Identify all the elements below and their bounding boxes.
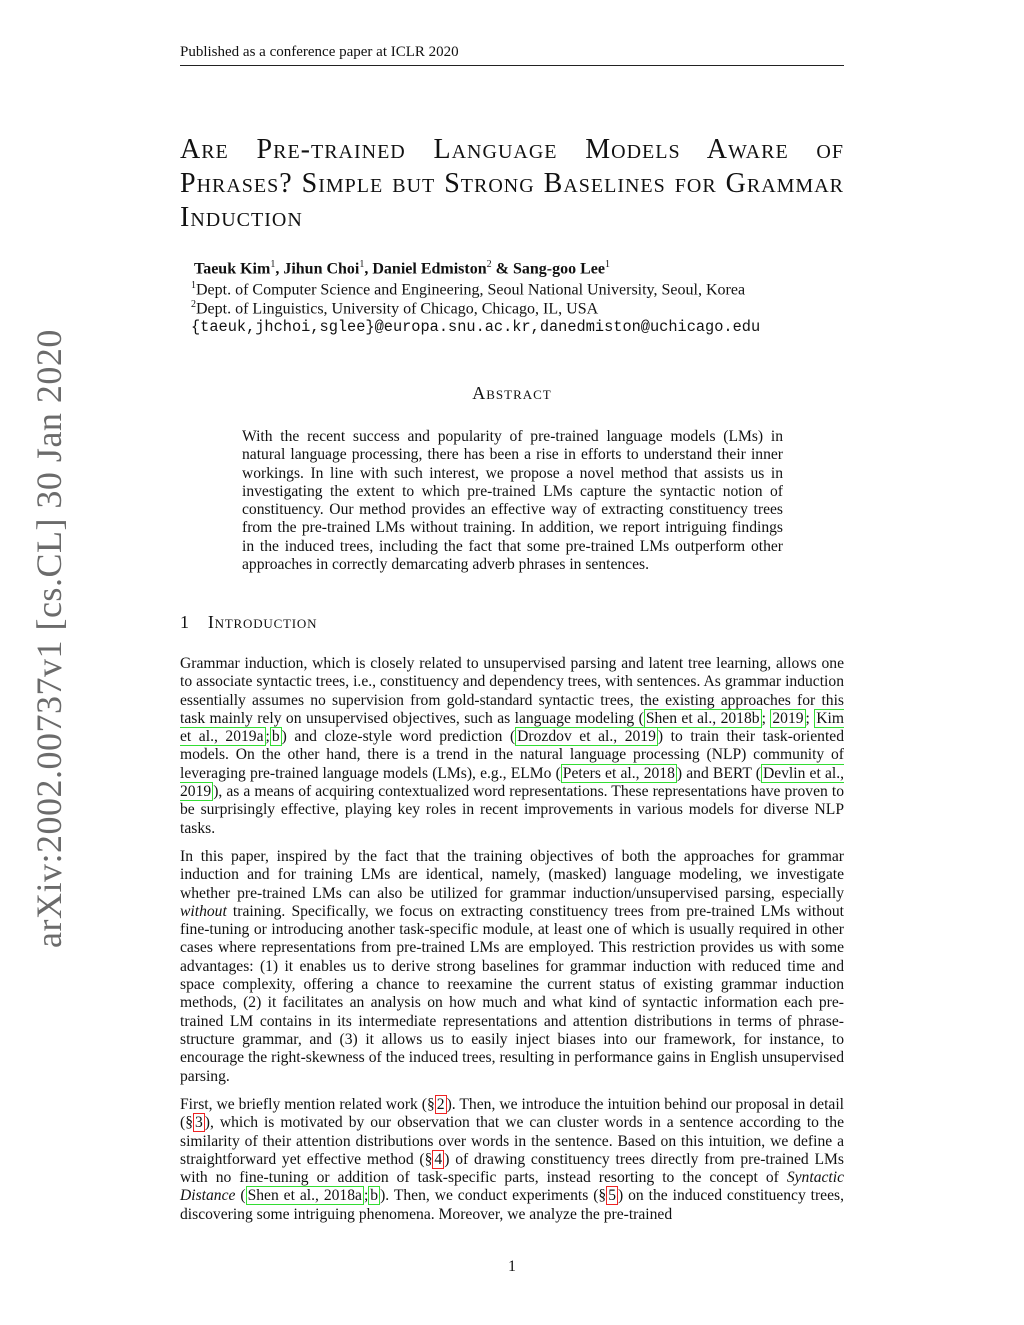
paragraph-text: ( [235, 1187, 246, 1205]
author-name: Daniel Edmiston [372, 260, 487, 278]
section-ref-link[interactable]: 3 [195, 1114, 203, 1132]
intro-paragraph-3 [180, 1096, 844, 1224]
section-number: 1 [180, 612, 190, 632]
intro-paragraph-1 [180, 655, 844, 838]
author-affil-mark: 1 [359, 259, 365, 270]
author-affil-mark: 1 [604, 259, 610, 270]
citation-link[interactable]: b [271, 728, 280, 746]
paragraph-text: ). Then, we conduct experiments (§ [380, 1187, 607, 1205]
author-affil-mark: 1 [270, 259, 276, 270]
affiliation-mark: 2 [191, 299, 196, 310]
author-list [194, 259, 610, 278]
section-ref-link[interactable]: 2 [436, 1096, 445, 1113]
author-emails: {taeuk,jhchoi,sglee}@europa.snu.ac.kr,danedmiston@uchicago.edu [191, 318, 761, 336]
arxiv-stamp: arXiv:2002.00737v1 [cs.CL] 30 Jan 2020 [29, 329, 69, 948]
section-title: Introduction [207, 612, 318, 632]
intro-paragraph-2 [180, 848, 844, 1086]
citation-link[interactable]: Drozdov et al., 2019 [517, 728, 656, 746]
paragraph-text: In this paper, inspired by the fact that the training objectives of both the approaches for grammar induction and for training LMs are identical, namely, (masked) language modeling, we investigate whether pre-trained LMs can also be utilized for grammar induction/unsupervised parsing, especially [180, 848, 844, 902]
running-head: Published as a conference paper at ICLR 2020 [180, 44, 844, 66]
paragraph-text: Grammar induction, which is closely related to unsupervised parsing and latent tree learning, allows one to associate syntactic trees, i.e., constituency and dependency trees, with sentences. As grammar induction essentially assumes no supervision from gold-standard syntactic trees, the existing approaches for this task mainly rely on unsupervised objectives, such as language modeling ( [180, 655, 844, 727]
paragraph-text: ) of drawing constituency trees directly from pre-trained LMs with no fine-tuning or addition of task-specific parts, instead resorting to the concept of [180, 1150, 844, 1187]
paragraph-text: ), as a means of acquiring contextualized word representations. These representations have proven to be surprisingly effective, playing key roles in recent improvements in various models for diverse NLP tasks. [180, 783, 844, 837]
paragraph-text: ) to train their task-oriented models. On the other hand, there is a trend in the natural language processing (NLP) community of leveraging pre-trained language models (LMs), e.g., ELMo ( [180, 728, 845, 782]
affiliation-mark: 1 [191, 280, 196, 291]
citation-link[interactable]: Shen et al., 2018b [645, 709, 760, 727]
page-number: 1 [508, 1258, 516, 1275]
paragraph-text: ; [805, 709, 815, 727]
citation-link[interactable]: Kim et al., 2019a [180, 709, 845, 746]
citation-link[interactable]: 2019 [772, 709, 804, 727]
paper-title: Are Pre-trained Language Models Aware of Phrases? Simple but Strong Baselines for Grammar Induction [180, 134, 844, 233]
paragraph-text: ) and BERT ( [676, 764, 761, 782]
author-separator: , [275, 260, 284, 278]
emphasis-text: Syntactic Distance [180, 1169, 844, 1205]
author-name: Taeuk Kim [194, 260, 271, 278]
author-affil-mark: 2 [486, 259, 492, 270]
paragraph-text: ) and cloze-style word prediction ( [281, 728, 516, 746]
author-name: Sang-goo Lee [512, 260, 605, 278]
paragraph-text: First, we briefly mention related work (§ [180, 1096, 435, 1113]
paragraph-text: ). Then, we introduce the intuition behind our proposal in detail (§ [180, 1096, 844, 1132]
section-ref-link[interactable]: 4 [434, 1150, 443, 1168]
paragraph-text: ) on the induced constituency trees, discovering some intriguing phenomena. Moreover, we analyze the pre-trained [180, 1187, 844, 1223]
paragraph-text: ), which is motivated by our observation that we can cluster words in a sentence according to the similarity of their attention distributions over words in the sentence. Based on this intuition, we define a straightforward yet effective method (§ [180, 1114, 844, 1168]
citation-link[interactable]: Shen et al., 2018a [247, 1187, 362, 1205]
author-name: Jihun Choi [283, 260, 360, 278]
emphasis-text: without [180, 902, 227, 920]
citation-link[interactable]: Peters et al., 2018 [562, 764, 675, 782]
citation-link[interactable]: Devlin et al., 2019 [180, 764, 845, 801]
section-heading [180, 612, 317, 633]
paragraph-text: ; [761, 709, 771, 727]
paragraph-text: ; [265, 728, 270, 746]
affiliation-1 [191, 280, 745, 299]
paragraph-text: training. Specifically, we focus on extracting constituency trees from pre-trained LMs without fine-tuning or introducing another task-specific module, at least one of which is usually required in other cases where representations from pre-trained LMs are employed. This restriction provides us with some advantages: (1) it enables us to derive strong baselines for grammar induction with reduced time and space complexity, offering a chance to reexamine the current status of existing grammar induction methods, (2) it facilitates an analysis on how much and what kind of syntactic information each pre-trained LM contains in its intermediate representations and attention distributions in terms of phrase-structure grammar, and (3) it allows us to easily inject biases into our framework, for instance, to encourage the right-skewness of the induced trees, resulting in performance gains in English unsupervised parsing. [180, 902, 844, 1085]
citation-link[interactable]: b [370, 1187, 379, 1205]
author-separator: & [491, 260, 513, 278]
section-ref-link[interactable]: 5 [608, 1187, 617, 1205]
affiliation-text: Dept. of Computer Science and Engineering, Seoul National University, Seoul, Korea [196, 281, 746, 299]
abstract-text: With the recent success and popularity of pre-trained language models (LMs) in natural language processing, there has been a rise in efforts to understand their inner workings. In line with such interest, we propose a novel method that assists us in investigating the extent to which pre-trained LMs capture the syntactic notion of constituency. Our method provides an effective way of extracting constituency trees from the pre-trained LMs without training. In addition, we report intriguing findings in the induced trees, including the fact that some pre-trained LMs outperform other approaches in correctly demarcating adverb phrases in sentences. [242, 428, 783, 574]
author-separator: , [364, 260, 373, 278]
affiliation-text: Dept. of Linguistics, University of Chicago, Chicago, IL, USA [196, 300, 599, 318]
affiliation-2 [191, 299, 598, 318]
paragraph-text: ; [363, 1187, 369, 1205]
abstract-heading: Abstract [472, 383, 552, 403]
